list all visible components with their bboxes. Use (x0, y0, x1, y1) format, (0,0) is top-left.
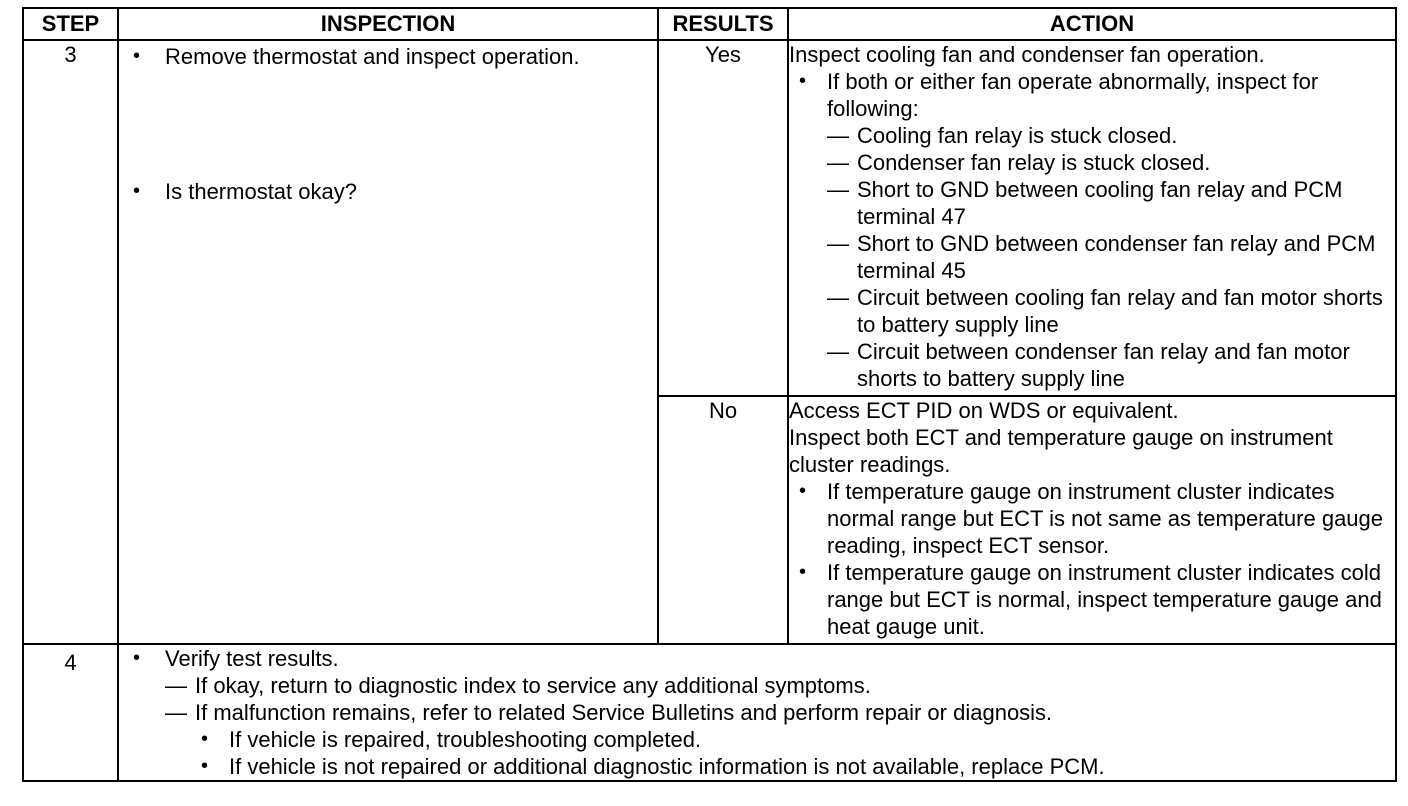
action-bullet-text: If temperature gauge on instrument cluster indicates normal range but ECT is not same as temperature gauge reading, inspect ECT sensor. (827, 479, 1384, 558)
bullet-icon: • (133, 45, 141, 67)
bullet-icon: • (799, 70, 807, 92)
inspection-text: Remove thermostat and inspect operation. (165, 44, 580, 69)
bullet-icon: • (133, 180, 141, 202)
dash-icon: — (165, 673, 187, 698)
step-3-row-yes (23, 40, 1396, 396)
action-bullet (789, 68, 1395, 122)
bullet-icon: • (133, 647, 141, 669)
action-dash-item (789, 176, 1395, 230)
action-bullet (789, 478, 1395, 559)
dash-icon: — (827, 123, 849, 148)
action-dash-text: Circuit between condenser fan relay and fan motor shorts to battery supply line (857, 339, 1350, 391)
header-action: ACTION (788, 8, 1396, 40)
dash-icon: — (827, 231, 849, 256)
action-dash-item (789, 230, 1395, 284)
step-4-main-text: Verify test results. (165, 646, 339, 671)
inspection-item (119, 43, 657, 70)
action-no (788, 396, 1396, 644)
step-4-subsub-text: If vehicle is not repaired or additional diagnostic information is not available, replace PCM. (229, 754, 1105, 779)
action-dash-item (789, 284, 1395, 338)
result-yes: Yes (658, 40, 788, 396)
action-dash-text: Short to GND between condenser fan relay and PCM terminal 45 (857, 231, 1376, 283)
action-dash-item (789, 122, 1395, 149)
header-inspection: INSPECTION (118, 8, 658, 40)
diagnostic-table (22, 7, 1397, 782)
action-yes (788, 40, 1396, 396)
dash-icon: — (827, 150, 849, 175)
step-4-sub-text: If okay, return to diagnostic index to service any additional symptoms. (195, 673, 871, 698)
step-4-sub (119, 672, 1395, 699)
action-intro: Inspect both ECT and temperature gauge on instrument cluster readings. (789, 425, 1333, 477)
action-dash-text: Circuit between cooling fan relay and fan motor shorts to battery supply line (857, 285, 1383, 337)
header-step: STEP (23, 8, 118, 40)
action-dash-item (789, 338, 1395, 392)
bullet-icon: • (799, 480, 807, 502)
step-4-main (119, 645, 1395, 672)
action-bullet (789, 559, 1395, 640)
action-dash-item (789, 149, 1395, 176)
header-results: RESULTS (658, 8, 788, 40)
dash-icon: — (827, 177, 849, 202)
action-intro: Access ECT PID on WDS or equivalent. (789, 398, 1179, 423)
dash-icon: — (827, 285, 849, 310)
inspection-item (119, 178, 657, 205)
action-bullet-text: If both or either fan operate abnormally, inspect for following: (827, 69, 1319, 121)
step-4-row (23, 644, 1396, 781)
step-3-number: 3 (23, 40, 118, 644)
action-dash-text: Cooling fan relay is stuck closed. (857, 123, 1178, 148)
bullet-icon: • (201, 728, 209, 750)
step-4-number: 4 (23, 644, 118, 781)
action-dash-text: Short to GND between cooling fan relay and PCM terminal 47 (857, 177, 1343, 229)
action-dash-text: Condenser fan relay is stuck closed. (857, 150, 1211, 175)
action-bullet-text: If temperature gauge on instrument cluster indicates cold range but ECT is normal, inspect temperature gauge and heat gauge unit. (827, 560, 1382, 639)
bullet-icon: • (201, 755, 209, 777)
step-4-sub (119, 699, 1395, 726)
header-row (23, 8, 1396, 40)
dash-icon: — (827, 339, 849, 364)
action-intro: Inspect cooling fan and condenser fan operation. (789, 42, 1265, 67)
step-4-sub-text: If malfunction remains, refer to related Service Bulletins and perform repair or diagnosis. (195, 700, 1053, 725)
step-4-subsub (119, 753, 1395, 780)
dash-icon: — (165, 700, 187, 725)
result-no: No (658, 396, 788, 644)
step-3-inspection (118, 40, 658, 644)
step-4-subsub-text: If vehicle is repaired, troubleshooting completed. (229, 727, 702, 752)
step-4-subsub (119, 726, 1395, 753)
step-4-inspection (118, 644, 1396, 781)
inspection-text: Is thermostat okay? (165, 179, 357, 204)
bullet-icon: • (799, 561, 807, 583)
